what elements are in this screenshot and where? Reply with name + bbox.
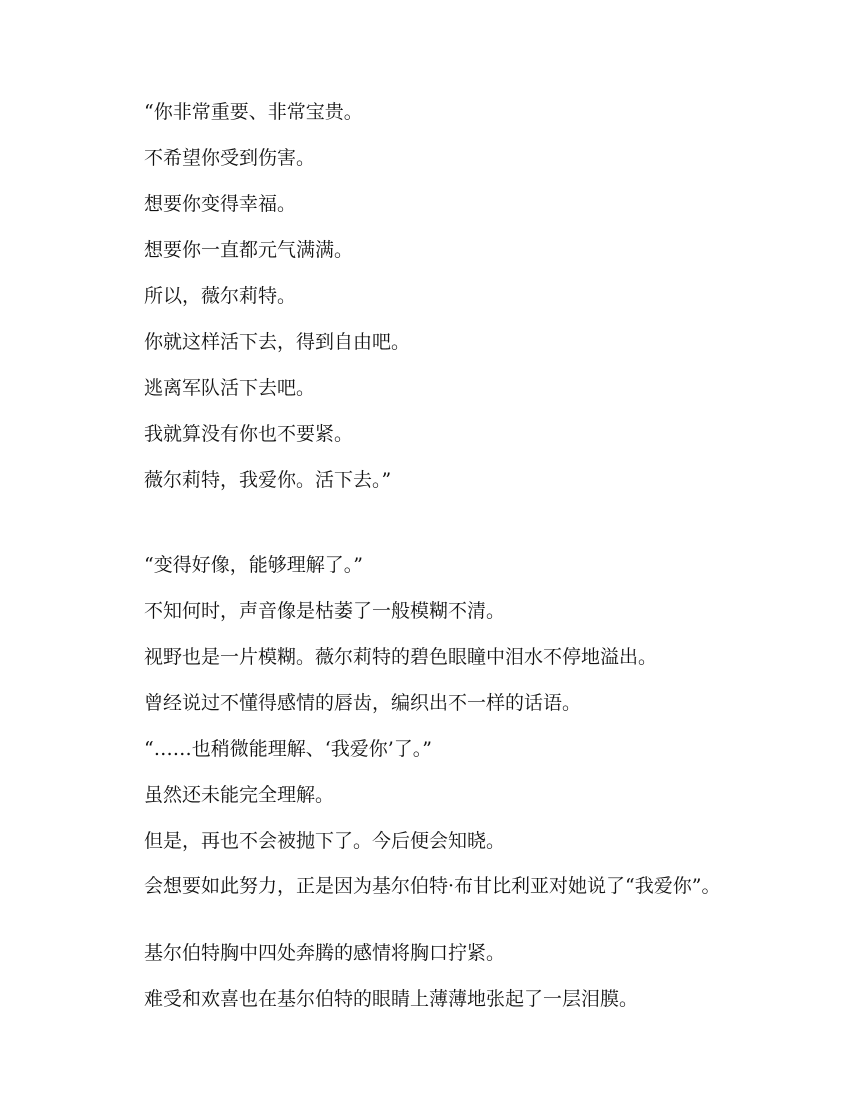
paragraph-8: 我就算没有你也不要紧。 [144, 423, 354, 445]
paragraph-9: 薇尔莉特，我爱你。活下去。” [144, 469, 392, 491]
paragraph-16: 但是，再也不会被抛下了。今后便会知晓。 [144, 830, 506, 852]
paragraph-1: “你非常重要、非常宝贵。 [144, 101, 363, 123]
paragraph-14: “……也稍微能理解、‘我爱你’了。” [144, 738, 433, 760]
paragraph-18: 基尔伯特胸中四处奔腾的感情将胸口拧紧。 [144, 942, 506, 964]
paragraph-6: 你就这样活下去，得到自由吧。 [144, 331, 411, 353]
paragraph-13: 曾经说过不懂得感情的唇齿，编织出不一样的话语。 [144, 692, 582, 714]
paragraph-10: “变得好像，能够理解了。” [144, 554, 363, 576]
paragraph-19: 难受和欢喜也在基尔伯特的眼睛上薄薄地张起了一层泪膜。 [144, 988, 639, 1010]
paragraph-3: 想要你变得幸福。 [144, 193, 297, 215]
paragraph-2: 不希望你受到伤害。 [144, 147, 316, 169]
paragraph-17: 会想要如此努力，正是因为基尔伯特·布甘比利亚对她说了“我爱你”。 [144, 875, 721, 897]
paragraph-11: 不知何时，声音像是枯萎了一般模糊不清。 [144, 600, 506, 622]
paragraph-4: 想要你一直都元气满满。 [144, 239, 354, 261]
paragraph-15: 虽然还未能完全理解。 [144, 784, 335, 806]
paragraph-12: 视野也是一片模糊。薇尔莉特的碧色眼瞳中泪水不停地溢出。 [144, 646, 658, 668]
paragraph-7: 逃离军队活下去吧。 [144, 377, 316, 399]
paragraph-5: 所以，薇尔莉特。 [144, 285, 297, 307]
